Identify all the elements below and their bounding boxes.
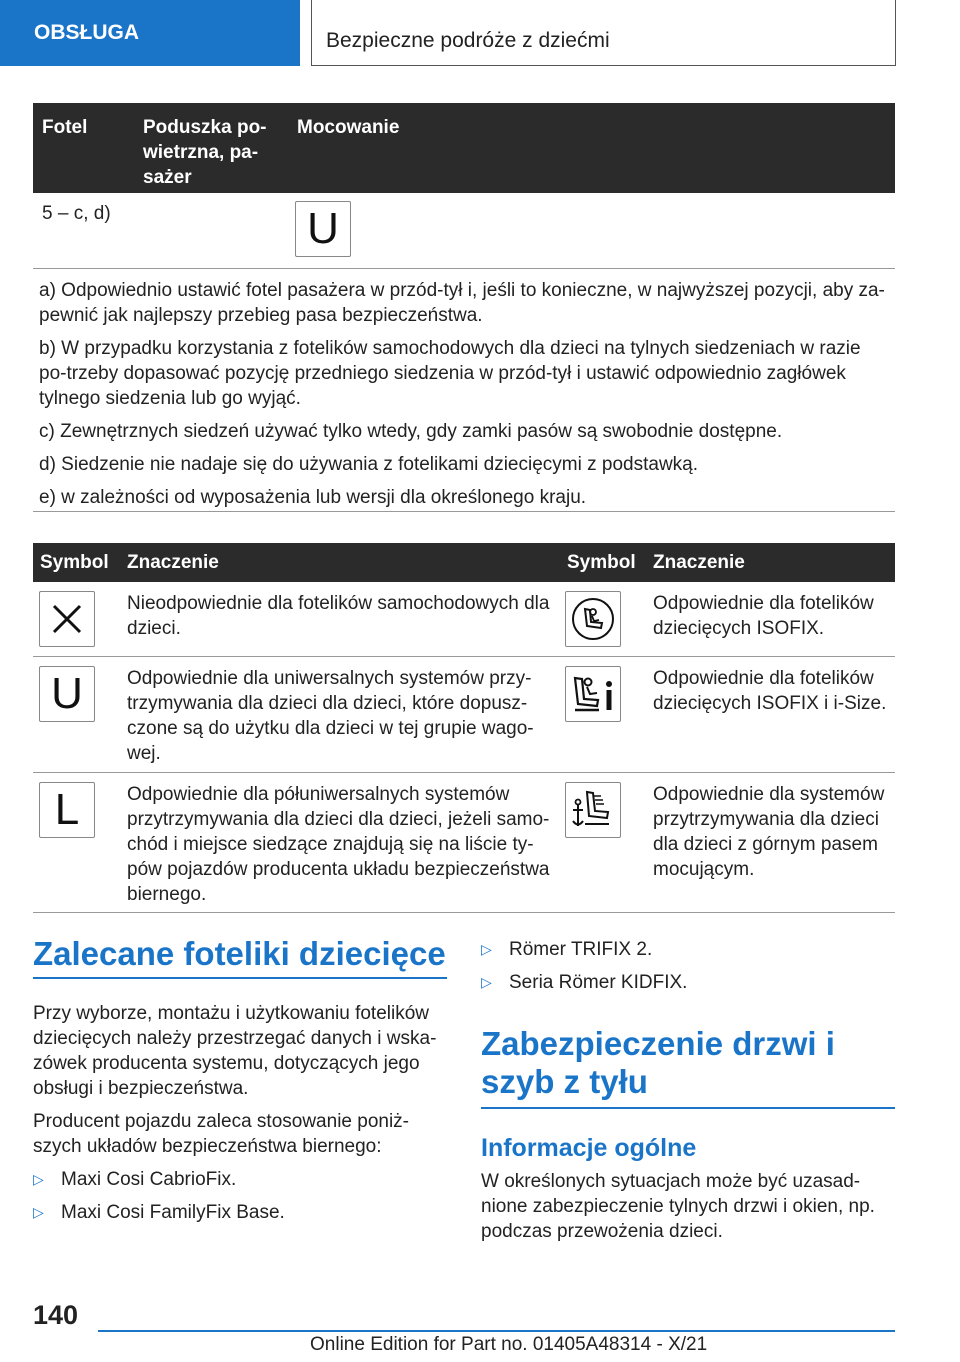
footnote-c: c) Zewnętrznych siedzeń używać tylko wtedy, gdy zamki pasów są swobodnie dostępne. <box>39 421 783 442</box>
symbol-table-header <box>33 543 895 582</box>
col-header-airbag: Poduszka po- wietrzna, pa- sażer <box>143 117 267 188</box>
edition-note: Online Edition for Part no. 01405A48314 - X/21 <box>310 1334 708 1355</box>
list-item: ▷ Seria Römer KIDFIX. <box>481 972 688 993</box>
meaning-top-tether: Odpowiednie dla systemów przytrzymywania dla dzieci dla dzieci z górnym pasem mocującym. <box>653 784 885 880</box>
table-row <box>33 193 895 269</box>
universal-u-icon: U <box>295 201 351 257</box>
col-header-mount: Mocowanie <box>297 117 400 138</box>
semi-universal-l-icon: L <box>39 782 95 838</box>
section-heading: Zalecane foteliki dziecięce <box>33 935 446 972</box>
table-row <box>33 773 895 913</box>
universal-u-icon: U <box>39 666 95 722</box>
col-header-symbol: Symbol <box>40 552 109 573</box>
meaning-isofix: Odpowiednie dla fotelików dziecięcych ISOFIX. <box>653 593 874 639</box>
list-item: ▷ Maxi Cosi CabrioFix. <box>33 1168 237 1190</box>
meaning-not-suitable: Nieodpowiednie dla fotelików samochodowych dla dzieci. <box>127 593 550 639</box>
triangle-bullet-icon: ▷ <box>33 1170 44 1187</box>
footer-rule <box>98 1330 895 1332</box>
heading-rule <box>33 977 447 979</box>
cell-airbag <box>134 193 288 268</box>
footnote-b: b) W przypadku korzystania z fotelików samochodowych dla dzieci na tylnych siedzeniach w razie po-trzeby dopasować pozycję przedniego siedzenia w przód-tył i ustawić odpowiednio zagłówek tylnego siedzenia lub go wyjąć. <box>39 338 861 409</box>
list-item: ▷ Maxi Cosi FamilyFix Base. <box>33 1201 285 1223</box>
isofix-seat-icon <box>565 591 621 647</box>
door-lock-section <box>481 935 895 1244</box>
footnote-e: e) w zależności od wyposażenia lub wersji dla określonego kraju. <box>39 487 587 508</box>
cross-icon <box>39 591 95 647</box>
paragraph: Producent pojazdu zaleca stosowanie poniż-szych układów bezpieczeństwa biernego: <box>33 1110 410 1157</box>
divider <box>33 511 895 512</box>
paragraph: W określonych sytuacjach może być uzasad-nione zabezpieczenie tylnych drzwi i okien, np. podczas przewożenia dzieci. <box>481 1170 875 1242</box>
meaning-universal: Odpowiednie dla uniwersalnych systemów przy-trzymywania dla dzieci dla dzieci, które dopusz-czone są do użytku dla dzieci w tej grupie wago-wej. <box>127 668 534 764</box>
table-row <box>33 657 895 773</box>
col-header-symbol-2: Symbol <box>567 552 636 573</box>
subheading: Informacje ogólne <box>481 1133 697 1162</box>
cell-seat: 5 – c, d) <box>42 203 111 224</box>
col-header-meaning-2: Znaczenie <box>653 552 745 573</box>
section-tab[interactable]: OBSŁUGA <box>0 0 300 66</box>
seat-table <box>33 103 895 269</box>
triangle-bullet-icon: ▷ <box>481 941 492 957</box>
col-header-meaning: Znaczenie <box>127 552 219 573</box>
recommended-seats-section <box>33 935 447 1225</box>
top-tether-icon <box>565 782 621 838</box>
list-item: ▷ Römer TRIFIX 2. <box>481 939 653 960</box>
triangle-bullet-icon: ▷ <box>481 974 492 990</box>
isofix-isize-icon <box>565 666 621 722</box>
chapter-title: Bezpieczne podróże z dziećmi <box>311 0 896 66</box>
footnotes <box>39 278 891 518</box>
meaning-isofix-isize: Odpowiednie dla fotelików dziecięcych ISOFIX i i-Size. <box>653 668 887 714</box>
page-header <box>0 0 960 66</box>
heading-rule <box>481 1107 895 1109</box>
col-header-seat: Fotel <box>42 117 88 138</box>
paragraph: Przy wyborze, montażu i użytkowaniu fotelików dziecięcych należy przestrzegać danych i wska-zówek producenta systemu, dotyczących jego obsługi i bezpieczeństwa. <box>33 1002 437 1099</box>
triangle-bullet-icon: ▷ <box>33 1203 44 1220</box>
section-heading: Zabezpieczenie drzwi i szyb z tyłu <box>481 1025 835 1100</box>
page-number: 140 <box>33 1300 79 1330</box>
symbol-table <box>33 543 895 913</box>
meaning-semi-universal: Odpowiednie dla półuniwersalnych systemów przytrzymywania dla dzieci dla dzieci, jeżeli samo-chód i miejsce siedzące znajdują się na liście ty-pów pojazdów producenta układu bezpieczeństwa biernego. <box>127 784 550 905</box>
footnote-a: a) Odpowiednio ustawić fotel pasażera w przód-tył i, jeśli to konieczne, w najwyższej pozycji, aby za-pewnić jak najlepszy przebieg pasa bezpieczeństwa. <box>39 280 885 326</box>
footnote-d: d) Siedzenie nie nadaje się do używania z fotelikami dziecięcymi z podstawką. <box>39 454 699 475</box>
seat-table-header <box>33 103 895 193</box>
table-row <box>33 582 895 657</box>
